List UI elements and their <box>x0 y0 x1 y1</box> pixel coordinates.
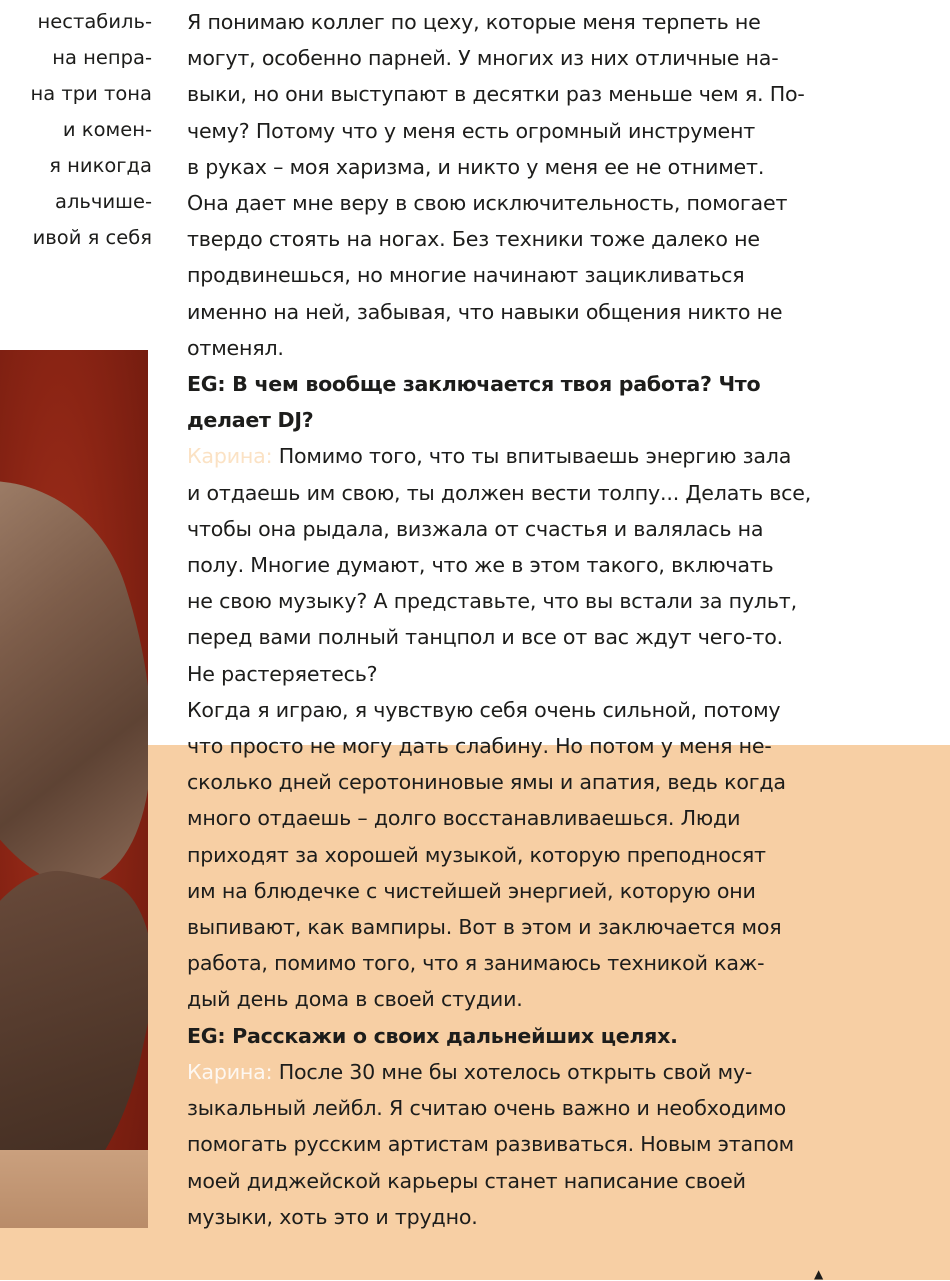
speaker-name: Карина: <box>187 1059 273 1084</box>
intro-line: чему? Потому что у меня есть огромный инструмент <box>187 118 756 143</box>
left-column-cropped-text <box>0 4 152 256</box>
answer-line: перед вами полный танцпол и все от вас ждут чего-то. <box>187 625 783 650</box>
page-corner-mark-icon: ▲ <box>814 1267 824 1281</box>
answer-first-text: После 30 мне бы хотелось открыть свой му- <box>278 1059 753 1084</box>
answer-line: что просто не могу дать слабину. Но потом у меня не- <box>187 734 772 759</box>
article-body <box>187 4 877 1235</box>
answer-first-text: Помимо того, что ты впитываешь энергию зала <box>278 444 792 469</box>
answer-line: полу. Многие думают, что же в этом такого, включать <box>187 553 774 578</box>
intro-line: Я понимаю коллег по цеху, которые меня терпеть не <box>187 10 761 34</box>
intro-line: могут, особенно парней. У многих из них отличные на- <box>187 46 779 71</box>
intro-line: именно на ней, забывая, что навыки общения никто не <box>187 299 783 324</box>
answer-line-first <box>187 438 877 474</box>
answer-line: им на блюдечке с чистейшей энергией, которую они <box>187 878 756 903</box>
left-line: альчише- <box>55 190 152 213</box>
intro-line: выки, но они выступают в десятки раз меньше чем я. По- <box>187 82 805 107</box>
answer-line: много отдаешь – долго восстанавливаешься. Люди <box>187 806 741 831</box>
answer-line-first <box>187 1054 877 1090</box>
answer-line: Не растеряетесь? <box>187 661 378 686</box>
answer-line: выпивают, как вампиры. Вот в этом и заключается моя <box>187 915 782 940</box>
left-line: на непра- <box>52 46 152 69</box>
intro-line: твердо стоять на ногах. Без техники тоже далеко не <box>187 227 760 252</box>
speaker-name: Карина: <box>187 444 273 469</box>
question-heading: EG: Расскажи о своих дальнейших целях. <box>187 1023 678 1048</box>
intro-line: продвинешься, но многие начинают зацикливаться <box>187 263 745 288</box>
question-heading: EG: В чем вообще заключается твоя работа? Что <box>187 372 761 397</box>
answer-line: сколько дней серотониновые ямы и апатия, ведь когда <box>187 770 786 795</box>
answer-line: дый день дома в своей студии. <box>187 987 523 1012</box>
answer-line: музыки, хоть это и трудно. <box>187 1204 478 1229</box>
left-line: нестабиль- <box>37 10 152 33</box>
answer-line: Когда я играю, я чувствую себя очень сильной, потому <box>187 697 781 722</box>
answer-line: помогать русским артистам развиваться. Новым этапом <box>187 1132 794 1157</box>
answer-line: моей диджейской карьеры станет написание своей <box>187 1168 746 1193</box>
intro-line: отменял. <box>187 335 284 360</box>
answer-line: не свою музыку? А представьте, что вы встали за пульт, <box>187 589 797 614</box>
photo-fabric <box>0 445 148 916</box>
question-heading: делает DJ? <box>187 408 314 433</box>
photo-floor <box>0 1150 148 1228</box>
answer-line: приходят за хорошей музыкой, которую преподносят <box>187 842 766 867</box>
photo-dj <box>0 350 148 1228</box>
left-line: на три тона <box>30 82 152 105</box>
left-line: я никогда <box>49 154 152 177</box>
intro-line: Она дает мне веру в свою исключительность, помогает <box>187 191 788 216</box>
left-line: ивой я себя <box>32 226 152 249</box>
intro-line: в руках – моя харизма, и никто у меня ее не отнимет. <box>187 154 765 179</box>
answer-line: работа, помимо того, что я занимаюсь техникой каж- <box>187 951 765 976</box>
left-line: и комен- <box>62 118 152 141</box>
answer-line: чтобы она рыдала, визжала от счастья и валялась на <box>187 516 764 541</box>
answer-line: зыкальный лейбл. Я считаю очень важно и необходимо <box>187 1096 787 1121</box>
answer-line: и отдаешь им свою, ты должен вести толпу... Делать все, <box>187 480 812 505</box>
